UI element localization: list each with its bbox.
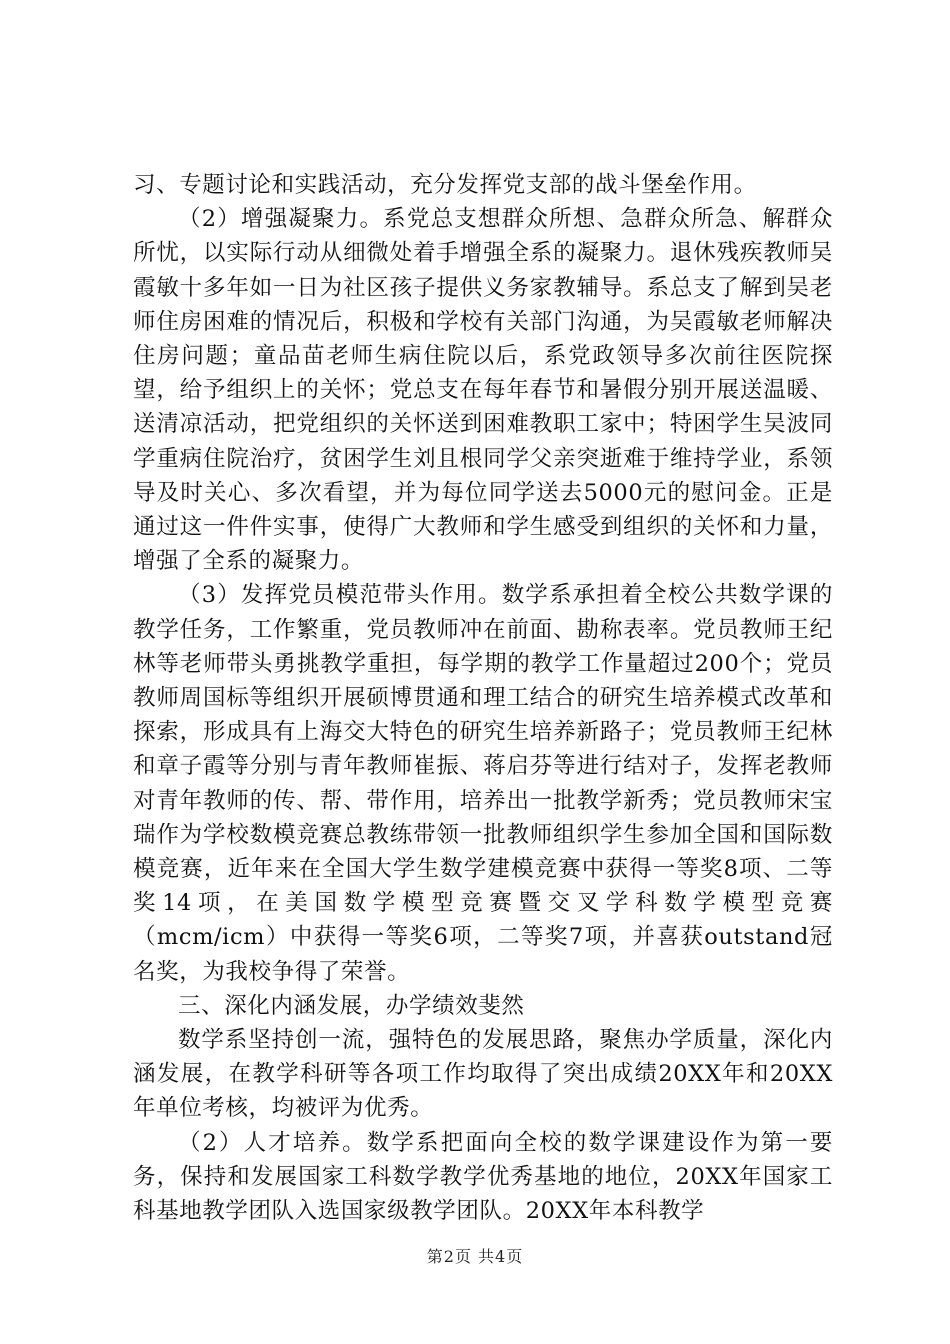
paragraph-5: 数学系坚持创一流，强特色的发展思路，聚焦办学质量，深化内涵发展，在教学科研等各项工作均取得了突出成绩20XX年和20XX年单位考核，均被评为优秀。 xyxy=(133,1027,833,1122)
section-heading: 三、深化内涵发展，办学绩效斐然 xyxy=(178,992,525,1019)
paragraph-6: （2）人才培养。数学系把面向全校的数学课建设作为第一要务，保持和发展国家工科数学教学优秀基地的地位，20XX年国家工科基地教学团队入选国家级教学团队。20XX年本科教学 xyxy=(133,1129,833,1225)
paragraph-1: 习、专题讨论和实践活动，充分发挥党支部的战斗堡垒作用。 xyxy=(133,172,757,198)
document-body xyxy=(133,168,833,1228)
page-number-footer: 第2页 共4页 xyxy=(426,1247,524,1266)
paragraph-3: （3）发挥党员模范带头作用。数学系承担着全校公共数学课的教学任务，工作繁重，党员教师冲在前面、勘称表率。党员教师王纪林等老师带头勇挑教学重担，每学期的教学工作量超过200个；党员教师周国标等组织开展硕博贯通和理工结合的研究生培养模式改革和探索，形成具有上海交大特色的研究生培养新路子；党员教师王纪林和章子霞等分别与青年教师崔振、蒋启芬等进行结对子，发挥老教师对青年教师的传、帮、带作用，培养出一批教学新秀；党员教师宋宝瑞作为学校数模竞赛总教练带领一批教师组织学生参加全国和国际数模竞赛，近年来在全国大学生数学建模竞赛中获得一等奖8项、二等奖14项，在美国数学模型竞赛暨交叉学科数学模型竞赛（mcm/icm）中获得一等奖6项，二等奖7项，并喜获outstand冠名奖，为我校争得了荣誉。 xyxy=(133,582,833,985)
paragraph-2: （2）增强凝聚力。系党总支想群众所想、急群众所急、解群众所忧，以实际行动从细微处着手增强全系的凝聚力。退休残疾教师吴霞敏十多年如一日为社区孩子提供义务家教辅导。系总支了解到吴老师住房困难的情况后，积极和学校有关部门沟通，为吴霞敏老师解决住房问题；童品苗老师生病住院以后，系党政领导多次前往医院探望，给予组织上的关怀；党总支在每年春节和暑假分别开展送温暖、送清凉活动，把党组织的关怀送到困难教职工家中；特困学生吴波同学重病住院治疗，贫困学生刘且根同学父亲突逝难于维持学业，系领导及时关心、多次看望，并为每位同学送去5000元的慰问金。正是通过这一件件实事，使得广大教师和学生感受到组织的关怀和力量，增强了全系的凝聚力。 xyxy=(133,206,833,575)
